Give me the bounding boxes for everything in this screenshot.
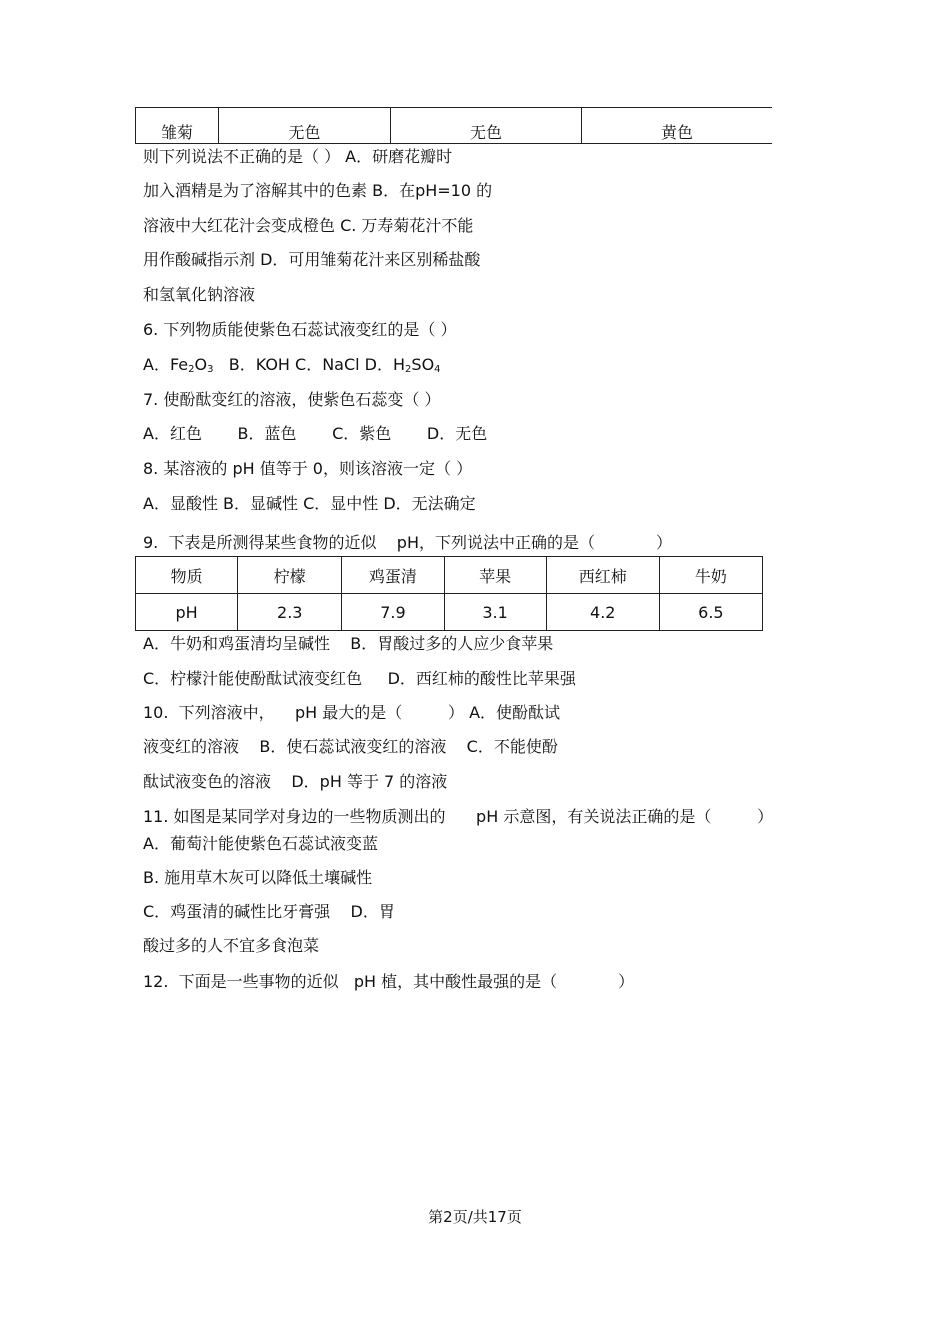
q7-options: A．红色 B．蓝色 C．紫色 D．无色 — [143, 424, 488, 443]
subscript: 2 — [188, 364, 195, 375]
q9-options-line: C．柠檬汁能使酚酞试液变红色 D．西红柿的酸性比苹果强 — [143, 669, 576, 688]
table-row — [136, 594, 763, 631]
q5-line: 加入酒精是为了溶解其中的色素 B．在pH=10 的 — [143, 181, 493, 200]
q10-line: 酞试液变色的溶液 D．pH 等于 7 的溶液 — [143, 772, 448, 791]
q7-question: 7. 使酚酞变红的溶液，使紫色石蕊变（ ） — [143, 390, 441, 409]
table-cell: 4.2 — [546, 594, 659, 631]
q9-options-line: A．牛奶和鸡蛋清均呈碱性 B．胃酸过多的人应少食苹果 — [143, 634, 554, 653]
q6-option-bcd: B．KOH C．NaCl D．H — [213, 355, 406, 374]
table-header-cell: 牛奶 — [659, 557, 762, 594]
q8-options: A．显酸性 B．显碱性 C．显中性 D．无法确定 — [143, 494, 476, 513]
q10-line: 10. 下列溶液中， pH 最大的是（ ） A．使酚酞试 — [143, 703, 561, 722]
table-cell: 2.3 — [238, 594, 342, 631]
table-cell: 6.5 — [659, 594, 762, 631]
q12-question: 12. 下面是一些事物的近似 pH 植，其中酸性最强的是（ ） — [143, 972, 635, 991]
table-cell: 雏菊 — [136, 108, 219, 144]
table-header-cell: 物质 — [136, 557, 238, 594]
table-header-cell: 西红柿 — [546, 557, 659, 594]
q6-question: 6. 下列物质能使紫色石蕊试液变红的是（ ） — [143, 320, 457, 339]
q11-line: 11. 如图是某同学对身边的一些物质测出的 pH 示意图，有关说法正确的是（ ） — [143, 807, 774, 826]
table-header-cell: 苹果 — [444, 557, 546, 594]
q11-line: B. 施用草木灰可以降低土壤碱性 — [143, 868, 373, 887]
table-cell: 7.9 — [342, 594, 444, 631]
q5-line: 用作酸碱指示剂 D．可用雏菊花汁来区别稀盐酸 — [143, 250, 481, 269]
table-cell: 3.1 — [444, 594, 546, 631]
table-cell: 黄色 — [582, 108, 773, 144]
table-row — [136, 557, 763, 594]
page-number: 第2页/共17页 — [428, 1208, 522, 1226]
indicator-table-fragment — [135, 107, 772, 144]
q6-option-a: A．Fe — [143, 355, 189, 374]
q5-line: 则下列说法不正确的是（ ） A．研磨花瓣时 — [143, 147, 453, 166]
formula-part: O — [194, 355, 208, 374]
table-cell: pH — [136, 594, 238, 631]
q5-line: 溶液中大红花汁会变成橙色 C. 万寿菊花汁不能 — [143, 216, 474, 235]
formula-part: SO — [411, 355, 435, 374]
q11-line: C．鸡蛋清的碱性比牙膏强 D．胃 — [143, 902, 395, 921]
subscript: 3 — [207, 364, 214, 375]
table-cell: 无色 — [391, 108, 582, 144]
q10-line: 液变红的溶液 B．使石蕊试液变红的溶液 C．不能使酚 — [143, 737, 558, 756]
q5-line: 和氢氧化钠溶液 — [143, 285, 256, 304]
subscript: 2 — [405, 364, 412, 375]
table-cell: 无色 — [219, 108, 391, 144]
q6-options — [143, 354, 441, 381]
table-header-cell: 柠檬 — [238, 557, 342, 594]
q8-question: 8. 某溶液的 pH 值等于 0，则该溶液一定（ ） — [143, 459, 473, 478]
subscript: 4 — [434, 364, 441, 375]
table-header-cell: 鸡蛋清 — [342, 557, 444, 594]
food-ph-table — [135, 556, 763, 631]
q9-question: 9. 下表是所测得某些食物的近似 pH，下列说法中正确的是（ ） — [143, 533, 673, 552]
q11-line: 酸过多的人不宜多食泡菜 — [143, 936, 320, 955]
q11-line: A．葡萄汁能使紫色石蕊试液变蓝 — [143, 834, 378, 853]
